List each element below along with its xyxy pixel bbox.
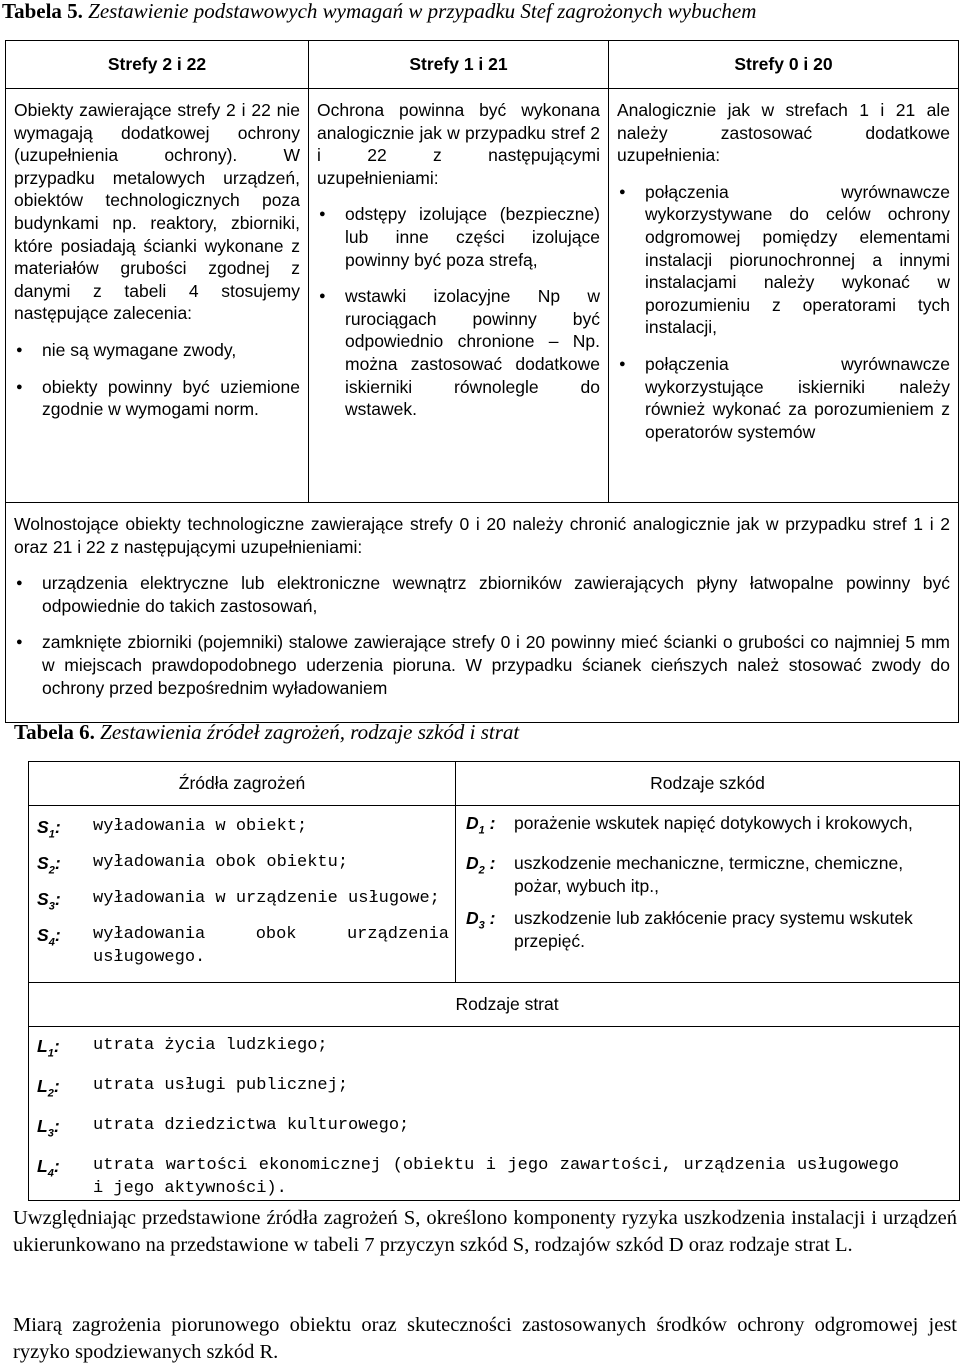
damage-text: uszkodzenie mechaniczne, termiczne, chemiczne, pożar, wybuch itp., <box>514 853 904 896</box>
damage-text: uszkodzenie lub zakłócenie pracy systemu wskutek przepięć. <box>514 908 913 951</box>
table5-col1-intro: Obiekty zawierające strefy 2 i 22 nie wymagają dodatkowej ochrony (uzupełnienia ochrony). W przypadku metalowych urządzeń, obiektów technologicznych poza budynkami np. reaktory, zbiorniki, które posiadają ścianki wykonane z materiałów grubości zgodnej z danymi z tabeli 4 stosujemy następujące zalecenia: <box>14 100 300 324</box>
table6-header-damages: Rodzaje szkód <box>456 762 960 806</box>
table6-losses <box>29 1027 960 1201</box>
table5-caption-title: Zestawienie podstawowych wymagań w przypadku Stef zagrożonych wybuchem <box>88 0 757 23</box>
damage-text: porażenie wskutek napięć dotykowych i krokowych, <box>514 813 913 833</box>
table6-sources <box>29 806 456 983</box>
paragraph: Miarą zagrożenia piorunowego obiektu oraz skuteczności zastosowanych środków ochrony odgromowej jest ryzyko spodziewanych szkód R. <box>13 1314 957 1363</box>
table5-header-row <box>6 41 959 89</box>
table5-col1-list <box>14 339 300 421</box>
table5-col3 <box>609 89 959 503</box>
list-item <box>37 816 449 846</box>
table5-header-zone0: Strefy 0 i 20 <box>609 41 959 89</box>
table5-footer <box>6 503 959 723</box>
table5-header-zone1: Strefy 1 i 21 <box>309 41 609 89</box>
damage-symbol: $D_2$ : <box>466 853 496 877</box>
table5-caption-label: Tabela 5. <box>2 0 83 23</box>
list-item: ● połączenia wyrównawcze wykorzystywane do celów ochrony odgromowej pomiędzy elementami instalacji piorunochronnej a innymi instalacjami należy wykonać w porozumieniu z operatorami tych instalacji, <box>617 181 950 339</box>
table5-col2-intro: Ochrona powinna być wykonana analogicznie jak w przypadku stref 2 i 22 z następującymi uzupełnieniami: <box>317 100 600 188</box>
source-symbol: $S_2$: <box>37 853 61 877</box>
source-text: wyładowania obok urządzenia usługowego. <box>93 925 449 967</box>
list-item <box>37 1035 899 1065</box>
table5-col1 <box>6 89 309 503</box>
table5-header-zone2: Strefy 2 i 22 <box>6 41 309 89</box>
table6-losses-body <box>29 1027 960 1201</box>
loss-symbol: $L_3$: <box>37 1116 60 1140</box>
loss-text: utrata dziedzictwa kulturowego; <box>93 1116 410 1136</box>
table6-header-row <box>29 762 960 806</box>
table5-body-row <box>6 89 959 503</box>
table6 <box>28 761 960 1201</box>
table5-col2-list <box>317 203 600 420</box>
list-item <box>37 852 449 882</box>
source-text: wyładowania w urządzenie usługowe; <box>93 889 440 909</box>
source-symbol: $S_4$: <box>37 925 61 949</box>
table5-footer-list <box>14 572 950 699</box>
table6-caption-title: Zestawienia źródeł zagrożeń, rodzaje szkód i strat <box>100 720 520 744</box>
table6-caption <box>14 721 519 744</box>
list-item: ● urządzenia elektryczne lub elektroniczne wewnątrz zbiorników zawierających płyny łatwopalne powinny być odpowiednie do takich zastosowań, <box>14 572 950 617</box>
source-text: wyładowania w obiekt; <box>93 817 308 836</box>
loss-symbol: $L_1$: <box>37 1036 60 1060</box>
paragraph: Uwzględniając przedstawione źródła zagrożeń S, określono komponenty ryzyka uszkodzenia instalacji i urządzeń ukierunkowano na przedstawione w tabeli 7 przyczyn szkód S, rodzajów szkód D oraz rodzaje strat L. <box>13 1207 957 1256</box>
source-text: wyładowania obok obiektu; <box>93 853 349 873</box>
damage-symbol: $D_1$ : <box>466 813 496 837</box>
list-item: ● połączenia wyrównawcze wykorzystujące iskierniki należy również wykonać za porozumieniem z operatorów systemów <box>617 353 950 443</box>
table6-losses-row <box>29 983 960 1027</box>
source-symbol: $S_1$: <box>37 817 61 841</box>
list-item: ● wstawki izolacyjne Np w rurociągach powinny być odpowiednio chronione – Np. można zastosować dodatkowe iskierniki równolegle do wstawek. <box>317 285 600 421</box>
list-item <box>466 812 949 842</box>
list-item <box>466 852 949 897</box>
loss-symbol: $L_4$: <box>37 1156 60 1180</box>
table5-col2 <box>309 89 609 503</box>
list-item <box>466 907 949 952</box>
table6-caption-label: Tabela 6. <box>14 720 95 744</box>
loss-symbol: $L_2$: <box>37 1076 60 1100</box>
table5-col3-intro: Analogicznie jak w strefach 1 i 21 ale należy zastosować dodatkowe uzupełnienia: <box>617 100 950 166</box>
source-symbol: $S_3$: <box>37 889 61 913</box>
table5-col3-list <box>617 181 950 444</box>
list-item <box>37 1075 899 1105</box>
table6-header-sources: Źródła zagrożeń <box>29 762 456 806</box>
list-item <box>37 924 449 969</box>
loss-text: utrata wartości ekonomicznej (obiektu i jego zawartości, urządzenia usługowego i jego aktywności). <box>93 1156 899 1198</box>
table6-sd-row <box>29 806 960 983</box>
table5-footer-intro: Wolnostojące obiekty technologiczne zawierające strefy 0 i 20 należy chronić analogicznie jak w przypadku stref 1 i 2 oraz 21 i 22 z następującymi uzupełnieniami: <box>14 514 950 557</box>
list-item <box>37 888 449 918</box>
loss-text: utrata usługi publicznej; <box>93 1076 349 1096</box>
list-item: ● nie są wymagane zwody, <box>14 339 300 362</box>
loss-text: utrata życia ludzkiego; <box>93 1036 328 1055</box>
table6-header-losses: Rodzaje strat <box>456 983 960 1027</box>
list-item <box>37 1155 899 1200</box>
table5-footer-row <box>6 503 959 723</box>
list-item <box>37 1115 899 1145</box>
table6-damages <box>456 806 960 983</box>
table5-caption <box>2 0 756 23</box>
damage-symbol: $D_3$ : <box>466 908 496 932</box>
table5 <box>5 40 959 723</box>
list-item: ● odstępy izolujące (bezpieczne) lub inne części izolujące powinny być poza strefą, <box>317 203 600 271</box>
list-item: ● obiekty powinny być uziemione zgodnie w wymogami norm. <box>14 376 300 421</box>
list-item: ● zamknięte zbiorniki (pojemniki) stalowe zawierające strefy 0 i 20 powinny mieć ścianki o grubości co najmniej 5 mm w miejscach prawdopodobnego uderzenia pioruna. W przypadku ścianek cieńszych należ stosować zwody do ochrony przed bezpośrednim wyładowaniem <box>14 631 950 699</box>
